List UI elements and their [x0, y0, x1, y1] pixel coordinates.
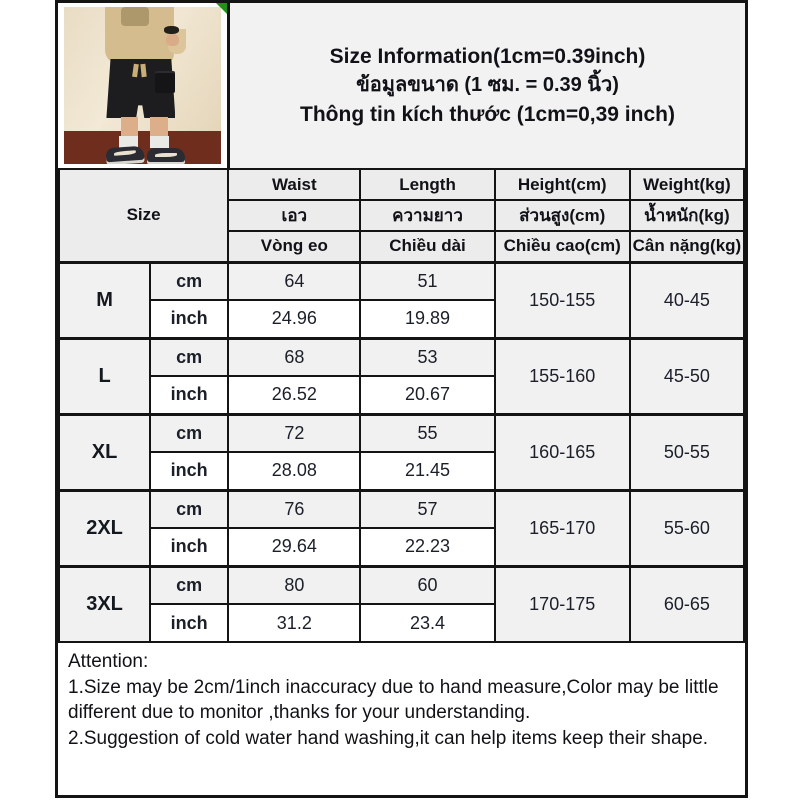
size-table [58, 168, 745, 643]
cell-unit-inch-2xl: inch [150, 528, 228, 566]
top-section [58, 3, 745, 168]
cell-size-3xl: 3XL [59, 566, 150, 642]
attention-notes [58, 643, 745, 751]
cell-size-m: M [59, 262, 150, 338]
cell-unit-cm-l: cm [150, 338, 228, 376]
cell-unit-cm-2xl: cm [150, 490, 228, 528]
header-height-en: Height(cm) [495, 169, 630, 200]
cell-weight-3xl: 60-65 [630, 566, 744, 642]
cell-unit-inch-m: inch [150, 300, 228, 338]
cell-waist-cm-m: 64 [228, 262, 360, 300]
cargo-pocket [155, 73, 175, 93]
cell-waist-inch-2xl: 29.64 [228, 528, 360, 566]
cell-waist-cm-xl: 72 [228, 414, 360, 452]
header-weight-vi: Cân nặng(kg) [630, 231, 744, 262]
cell-unit-cm-m: cm [150, 262, 228, 300]
cell-weight-2xl: 55-60 [630, 490, 744, 566]
sneaker-swoosh [155, 153, 178, 157]
cell-length-inch-l: 20.67 [360, 376, 494, 414]
green-corner-marker [216, 3, 227, 14]
cell-waist-cm-2xl: 76 [228, 490, 360, 528]
cell-height-m: 150-155 [495, 262, 630, 338]
cell-waist-inch-l: 26.52 [228, 376, 360, 414]
cell-size-l: L [59, 338, 150, 414]
title-english: Size Information(1cm=0.39inch) [329, 45, 646, 68]
cell-height-3xl: 170-175 [495, 566, 630, 642]
cell-length-cm-xl: 55 [360, 414, 494, 452]
cell-weight-xl: 50-55 [630, 414, 744, 490]
product-photo-art [64, 7, 221, 164]
model-leg-left [121, 117, 138, 137]
title-block [230, 3, 745, 168]
cell-length-cm-3xl: 60 [360, 566, 494, 604]
sneaker-right [147, 148, 185, 162]
cell-height-l: 155-160 [495, 338, 630, 414]
attention-heading: Attention: [68, 651, 149, 672]
header-waist-th: เอว [228, 200, 360, 231]
cell-unit-inch-xl: inch [150, 452, 228, 490]
shirt-print [121, 7, 149, 26]
attention-note-2: 2.Suggestion of cold water hand washing,it can help items keep their shape. [68, 727, 709, 749]
cell-length-cm-2xl: 57 [360, 490, 494, 528]
wrist-watch [164, 26, 178, 34]
cell-unit-cm-xl: cm [150, 414, 228, 452]
row-3xl-cm [59, 566, 744, 604]
row-xl-cm [59, 414, 744, 452]
product-photo [58, 3, 230, 168]
header-weight-th: น้ำหนัก(kg) [630, 200, 744, 231]
cell-weight-m: 40-45 [630, 262, 744, 338]
cell-waist-cm-3xl: 80 [228, 566, 360, 604]
cell-waist-inch-xl: 28.08 [228, 452, 360, 490]
header-row-english [59, 169, 744, 200]
cell-length-inch-m: 19.89 [360, 300, 494, 338]
title-thai: ข้อมูลขนาด (1 ซม. = 0.39 นิ้ว) [356, 74, 619, 96]
cell-unit-inch-l: inch [150, 376, 228, 414]
cell-height-2xl: 165-170 [495, 490, 630, 566]
size-chart-frame [55, 0, 748, 798]
cell-length-cm-l: 53 [360, 338, 494, 376]
cell-unit-cm-3xl: cm [150, 566, 228, 604]
row-l-cm [59, 338, 744, 376]
cell-length-cm-m: 51 [360, 262, 494, 300]
row-m-cm [59, 262, 744, 300]
sock-right [150, 136, 169, 149]
header-length-vi: Chiều dài [360, 231, 494, 262]
sneaker-left [106, 145, 145, 162]
size-header-cell: Size [59, 169, 228, 262]
cell-size-xl: XL [59, 414, 150, 490]
cell-unit-inch-3xl: inch [150, 604, 228, 642]
header-height-th: ส่วนสูง(cm) [495, 200, 630, 231]
header-length-th: ความยาว [360, 200, 494, 231]
title-vietnamese: Thông tin kích thước (1cm=0,39 inch) [300, 103, 675, 126]
model-hand [166, 34, 179, 47]
cell-height-xl: 160-165 [495, 414, 630, 490]
cell-size-2xl: 2XL [59, 490, 150, 566]
header-waist-en: Waist [228, 169, 360, 200]
header-waist-vi: Vòng eo [228, 231, 360, 262]
header-weight-en: Weight(kg) [630, 169, 744, 200]
cell-waist-cm-l: 68 [228, 338, 360, 376]
cell-length-inch-2xl: 22.23 [360, 528, 494, 566]
attention-note-1: 1.Size may be 2cm/1inch inaccuracy due to hand measure,Color may be little different due to monitor ,thanks for your understanding. [68, 676, 719, 723]
cell-length-inch-3xl: 23.4 [360, 604, 494, 642]
cell-waist-inch-3xl: 31.2 [228, 604, 360, 642]
cell-waist-inch-m: 24.96 [228, 300, 360, 338]
sneaker-swoosh [114, 150, 137, 156]
cell-weight-l: 45-50 [630, 338, 744, 414]
header-height-vi: Chiều cao(cm) [495, 231, 630, 262]
header-length-en: Length [360, 169, 494, 200]
cell-length-inch-xl: 21.45 [360, 452, 494, 490]
row-2xl-cm [59, 490, 744, 528]
model-leg-right [150, 117, 167, 137]
